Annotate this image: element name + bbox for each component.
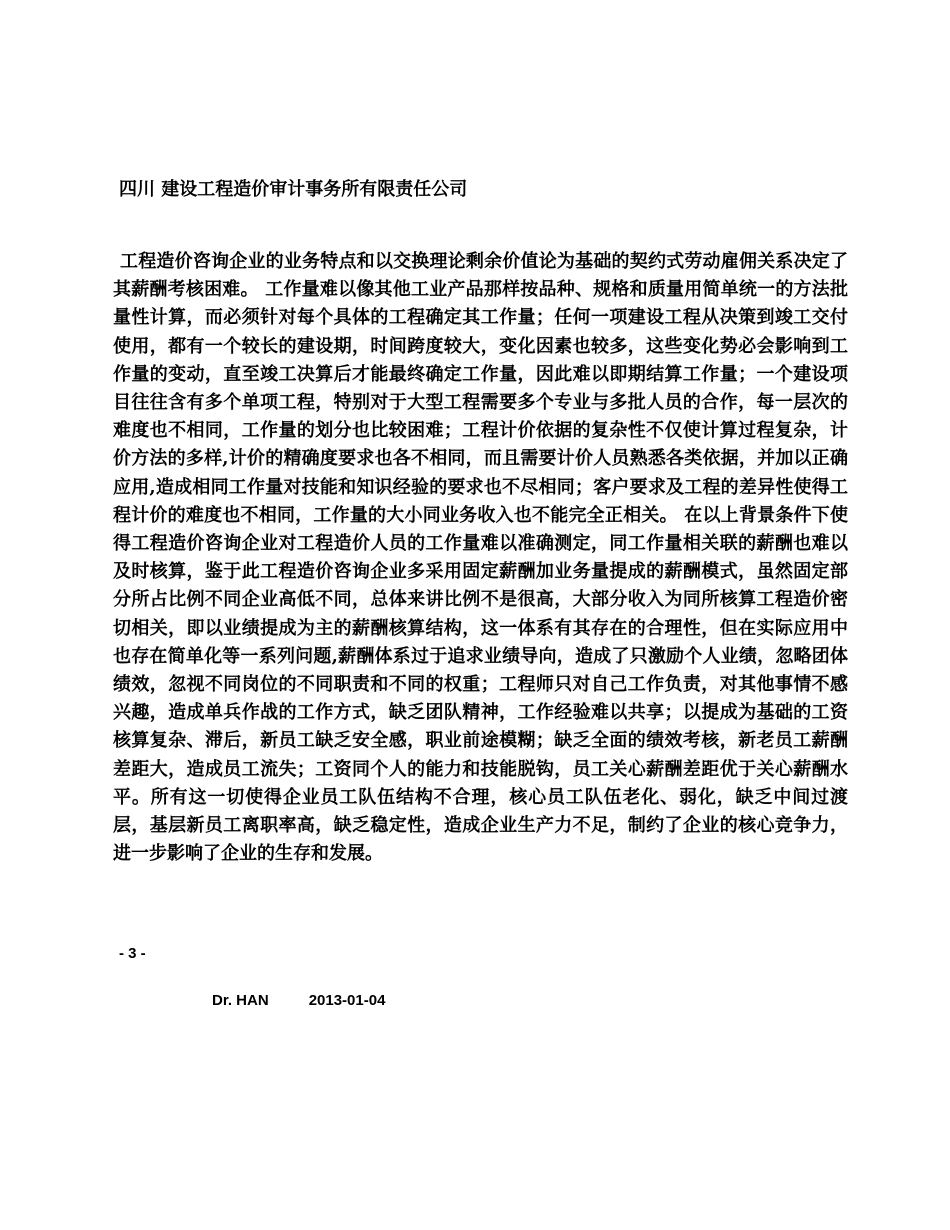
page-number: - 3 - bbox=[119, 945, 146, 962]
author-name: Dr. HAN bbox=[212, 992, 269, 1009]
company-name-heading: 四川 建设工程造价审计事务所有限责任公司 bbox=[119, 179, 468, 200]
body-paragraph: 工程造价咨询企业的业务特点和以交换理论剩余价值论为基础的契约式劳动雇佣关系决定了其薪酬考核困难。 工作量难以像其他工业产品那样按品种、规格和质量用简单统一的方法批量性计算，而必须针对每个具体的工程确定其工作量；任何一项建设工程从决策到竣工交付使用，都有一个较长的建设期，时间跨度较大，变化因素也较多，这些变化势必会影响到工作量的变动，直至竣工决算后才能最终确定工作量，因此难以即期结算工作量；一个建设项目往往含有多个单项工程，特别对于大型工程需要多个专业与多批人员的合作，每一层次的难度也不相同，工作量的划分也比较困难；工程计价依据的复杂性不仅使计算过程复杂，计价方法的多样,计价的精确度要求也各不相同，而且需要计价人员熟悉各类依据，并加以正确应用,造成相同工作量对技能和知识经验的要求也不尽相同；客户要求及工程的差异性使得工程计价的难度也不相同，工作量的大小同业务收入也不能完全正相关。 在以上背景条件下使得工程造价咨询企业对工程造价人员的工作量难以准确测定，同工作量相关联的薪酬也难以及时核算，鉴于此工程造价咨询企业多采用固定薪酬加业务量提成的薪酬模式，虽然固定部分所占比例不同企业高低不同，总体来讲比例不是很高，大部分收入为同所核算工程造价密切相关，即以业绩提成为主的薪酬核算结构，这一体系有其存在的合理性，但在实际应用中也存在简单化等一系列问题,薪酬体系过于追求业绩导向，造成了只激励个人业绩，忽略团体绩效，忽视不同岗位的不同职责和不同的权重；工程师只对自己工作负责，对其他事情不感兴趣，造成单兵作战的工作方式，缺乏团队精神，工作经验难以共享；以提成为基础的工资核算复杂、滞后，新员工缺乏安全感，职业前途模糊；缺乏全面的绩效考核，新老员工薪酬差距大，造成员工流失；工资同个人的能力和技能脱钩，员工关心薪酬差距优于关心薪酬水平。所有这一切使得企业员工队伍结构不合理，核心员工队伍老化、弱化，缺乏中间过渡层，基层新员工离职率高，缺乏稳定性，造成企业生产力不足，制约了企业的核心竞争力，进一步影响了企业的生存和发展。 bbox=[113, 251, 848, 865]
document-date: 2013-01-04 bbox=[308, 992, 386, 1009]
signature-line bbox=[212, 991, 385, 1011]
